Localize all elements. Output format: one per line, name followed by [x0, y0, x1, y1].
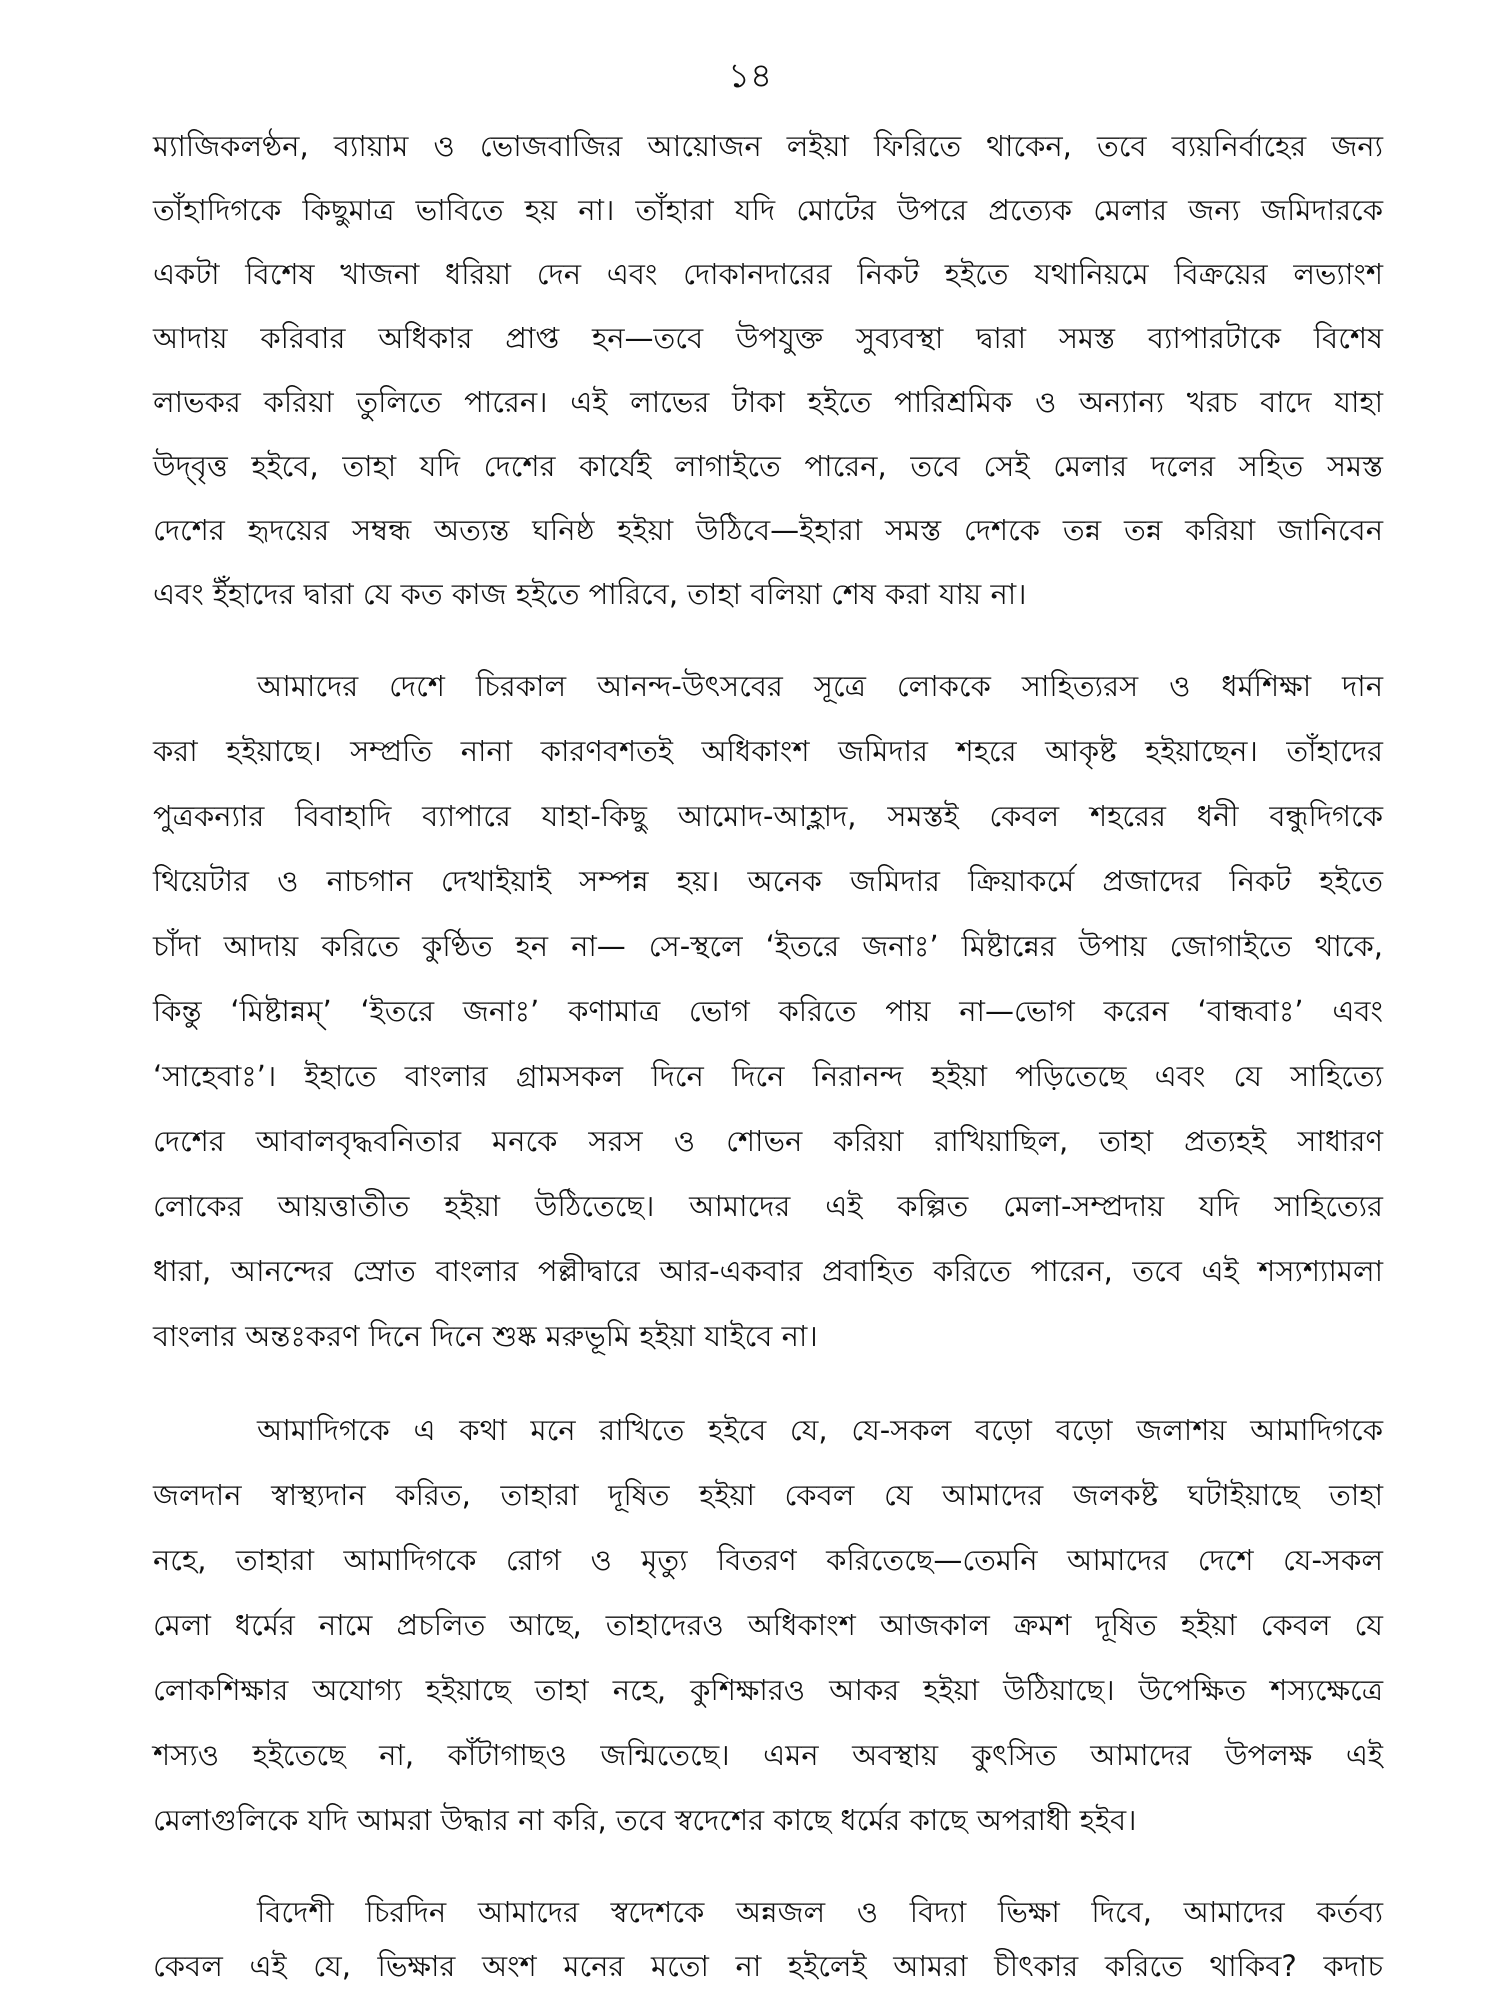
- text-line: শস্যও হইতেছে না, কাঁটাগাছও জন্মিতেছে। এমন অবস্থায় কুৎসিত আমাদের উপলক্ষ এই: [153, 1738, 1383, 1772]
- text-line: নহে, তাহারা আমাদিগকে রোগ ও মৃত্যু বিতরণ করিতেছে—তেমনি আমাদের দেশে যে-সকল: [153, 1543, 1383, 1577]
- text-line: আমাদিগকে এ কথা মনে রাখিতে হইবে যে, যে-সকল বড়ো বড়ো জলাশয় আমাদিগকে: [257, 1413, 1383, 1447]
- text-line: থিয়েটার ও নাচগান দেখাইয়াই সম্পন্ন হয়। অনেক জমিদার ক্রিয়াকর্মে প্রজাদের নিকট হইতে: [153, 864, 1383, 898]
- text-line: মেলা ধর্মের নামে প্রচলিত আছে, তাহাদেরও অধিকাংশ আজকাল ক্রমশ দূষিত হইয়া কেবল যে: [153, 1608, 1383, 1642]
- page-number: ১৪: [727, 56, 773, 96]
- text-line: লাভকর করিয়া তুলিতে পারেন। এই লাভের টাকা হইতে পারিশ্রমিক ও অন্যান্য খরচ বাদে যাহা: [153, 385, 1383, 419]
- text-line: পুত্রকন্যার বিবাহাদি ব্যাপারে যাহা-কিছু আমোদ-আহ্লাদ, সমস্তই কেবল শহরের ধনী বন্ধুদিগকে: [153, 799, 1383, 833]
- text-line: বাংলার অন্তঃকরণ দিনে দিনে শুষ্ক মরুভূমি হইয়া যাইবে না।: [153, 1319, 818, 1353]
- text-line: চাঁদা আদায় করিতে কুণ্ঠিত হন না— সে-স্থলে ‘ইতরে জনাঃ’ মিষ্টান্নের উপায় জোগাইতে থাকে,: [153, 929, 1383, 963]
- text-line: ‘সাহেবাঃ’। ইহাতে বাংলার গ্রামসকল দিনে দিনে নিরানন্দ হইয়া পড়িতেছে এবং যে সাহিত্যে: [153, 1059, 1383, 1093]
- text-line: তাঁহাদিগকে কিছুমাত্র ভাবিতে হয় না। তাঁহারা যদি মোটের উপরে প্রত্যেক মেলার জন্য জমিদারকে: [153, 193, 1383, 227]
- text-line: ম্যাজিকলণ্ঠন, ব্যায়াম ও ভোজবাজির আয়োজন লইয়া ফিরিতে থাকেন, তবে ব্যয়নির্বাহের জন্য: [153, 129, 1383, 163]
- text-line: উদ্‌বৃত্ত হইবে, তাহা যদি দেশের কার্যেই লাগাইতে পারেন, তবে সেই মেলার দলের সহিত সমস্ত: [153, 449, 1383, 483]
- text-line: আমাদের দেশে চিরকাল আনন্দ-উৎসবের সূত্রে লোককে সাহিত্যরস ও ধর্মশিক্ষা দান: [257, 669, 1383, 703]
- text-line: ধারা, আনন্দের স্রোত বাংলার পল্লীদ্বারে আর-একবার প্রবাহিত করিতে পারেন, তবে এই শস্যশ্যামলা: [153, 1254, 1383, 1288]
- text-line: কেবল এই যে, ভিক্ষার অংশ মনের মতো না হইলেই আমরা চীৎকার করিতে থাকিব? কদাচ: [153, 1949, 1383, 1983]
- text-line: দেশের আবালবৃদ্ধবনিতার মনকে সরস ও শোভন করিয়া রাখিয়াছিল, তাহা প্রত্যহই সাধারণ: [153, 1124, 1383, 1158]
- text-line: লোকশিক্ষার অযোগ্য হইয়াছে তাহা নহে, কুশিক্ষারও আকর হইয়া উঠিয়াছে। উপেক্ষিত শস্যক্ষেত্রে: [153, 1673, 1383, 1707]
- text-line: এবং ইঁহাদের দ্বারা যে কত কাজ হইতে পারিবে, তাহা বলিয়া শেষ করা যায় না।: [153, 577, 1027, 611]
- text-line: মেলাগুলিকে যদি আমরা উদ্ধার না করি, তবে স্বদেশের কাছে ধর্মের কাছে অপরাধী হইব।: [153, 1803, 1137, 1837]
- text-line: বিদেশী চিরদিন আমাদের স্বদেশকে অন্নজল ও বিদ্যা ভিক্ষা দিবে, আমাদের কর্তব্য: [257, 1895, 1383, 1929]
- text-line: কিন্তু ‘মিষ্টান্নম্’ ‘ইতরে জনাঃ’ কণামাত্র ভোগ করিতে পায় না—ভোগ করেন ‘বান্ধবাঃ’ এবং: [153, 994, 1383, 1028]
- text-line: লোকের আয়ত্তাতীত হইয়া উঠিতেছে। আমাদের এই কল্পিত মেলা-সম্প্রদায় যদি সাহিত্যের: [153, 1189, 1383, 1223]
- text-line: আদায় করিবার অধিকার প্রাপ্ত হন—তবে উপযুক্ত সুব্যবস্থা দ্বারা সমস্ত ব্যাপারটাকে বিশেষ: [153, 321, 1383, 355]
- text-line: করা হইয়াছে। সম্প্রতি নানা কারণবশতই অধিকাংশ জমিদার শহরে আকৃষ্ট হইয়াছেন। তাঁহাদের: [153, 734, 1383, 768]
- text-line: একটা বিশেষ খাজনা ধরিয়া দেন এবং দোকানদারের নিকট হইতে যথানিয়মে বিক্রয়ের লভ্যাংশ: [153, 257, 1383, 291]
- text-line: জলদান স্বাস্থ্যদান করিত, তাহারা দূষিত হইয়া কেবল যে আমাদের জলকষ্ট ঘটাইয়াছে তাহা: [153, 1478, 1383, 1512]
- text-line: দেশের হৃদয়ের সম্বন্ধ অত্যন্ত ঘনিষ্ঠ হইয়া উঠিবে—ইহারা সমস্ত দেশকে তন্ন তন্ন করিয়া জানিবেন: [153, 513, 1383, 547]
